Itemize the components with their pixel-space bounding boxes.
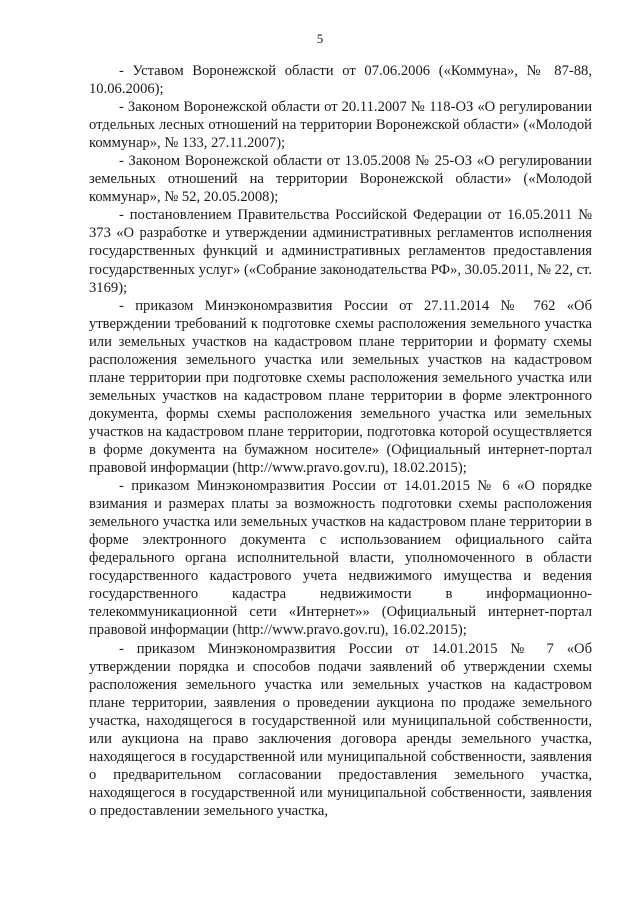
page-number: 5 bbox=[316, 31, 324, 46]
paragraph-order-7: - приказом Минэкономразвития России от 14.01.2015 № 7 «Об утверждении порядка и способов подачи заявлений об утверждении схемы расположения земельного участка или земельных участков на кадастровом плане территории, заявления о проведении аукциона по продаже земельного участка, находящегося в государственной или муниципальной собственности, или аукциона на право заключения договора аренды земельного участка, находящегося в государственной или муниципальной собственности, заявления о предварительном согласовании предоставления земельного участка, находящегося в государственной или муниципальной собственности, заявления о предоставлении земельного участка, bbox=[89, 640, 592, 819]
paragraph-land-law: - Законом Воронежской области от 13.05.2008 № 25-ОЗ «О регулировании земельных отношений на территории Воронежской области» («Молодой коммунар», № 52, 20.05.2008); bbox=[89, 153, 592, 206]
paragraph-government-resolution: - постановлением Правительства Российской Федерации от 16.05.2011 № 373 «О разработке и утверждении административных регламентов исполнения государственных функций и административных регламентов предоставления государственных услуг» («Собрание законодательства РФ», 30.05.2011, № 22, ст. 3169); bbox=[89, 207, 592, 296]
paragraph-forest-law: - Законом Воронежской области от 20.11.2007 № 118-ОЗ «О регулировании отдельных лесных отношений на территории Воронежской области» («Молодой коммунар», № 133, 27.11.2007); bbox=[89, 99, 592, 152]
paragraph-charter: - Уставом Воронежской области от 07.06.2006 («Коммуна», № 87-88, 10.06.2006); bbox=[89, 63, 592, 98]
paragraph-order-6: - приказом Минэкономразвития России от 14.01.2015 № 6 «О порядке взимания и размерах платы за возможность подготовки схемы расположения земельного участка или земельных участков на кадастровом плане территории в форме электронного документа с использованием официального сайта федерального органа исполнительной власти, уполномоченного в области государственного кадастрового учета недвижимого имущества и ведения государственного кадастра недвижимости в информационно-телекоммуникационной сети «Интернет»» (Официальный интернет-портал правовой информации (http://www.pravo.gov.ru), 16.02.2015); bbox=[89, 478, 592, 639]
document-body bbox=[89, 62, 592, 820]
paragraph-order-762: - приказом Минэкономразвития России от 27.11.2014 № 762 «Об утверждении требований к подготовке схемы расположения земельного участка или земельных участков на кадастровом плане территории и формату схемы расположения земельного участка или земельных участков на кадастровом плане территории при подготовке схемы расположения земельного участка или земельных участков на кадастровом плане территории в форме электронного документа, формы схемы расположения земельного участка или земельных участков на кадастровом плане территории, подготовка которой осуществляется в форме документа на бумажном носителе» (Официальный интернет-портал правовой информации (http://www.pravo.gov.ru), 18.02.2015); bbox=[89, 297, 592, 477]
